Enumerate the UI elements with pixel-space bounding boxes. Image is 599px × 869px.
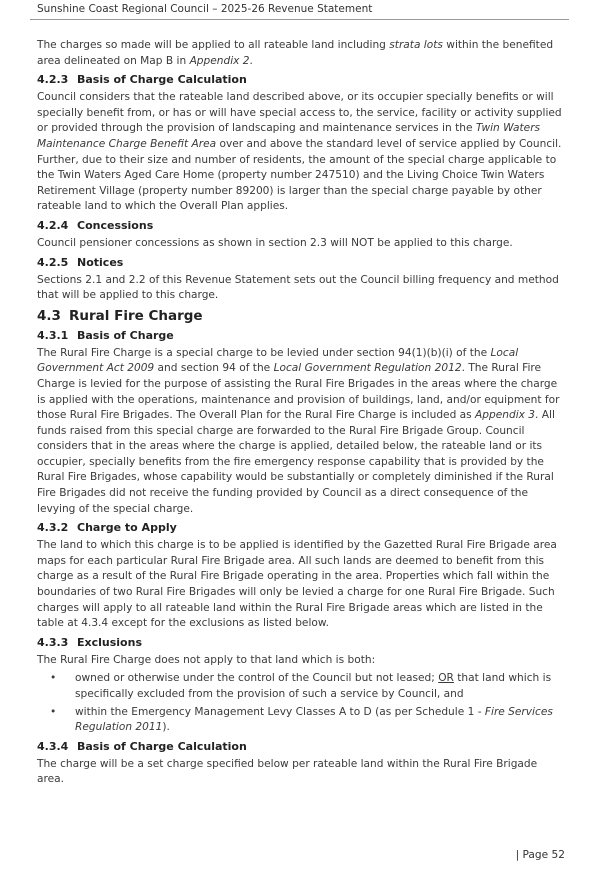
heading-4-2-3: 4.2.3 Basis of Charge Calculation — [37, 73, 247, 87]
heading-4-2-4: 4.2.4 Concessions — [37, 218, 154, 232]
page-content — [37, 38, 564, 791]
paragraph-4-3-4: The charge will be a set charge specified below per rateable land within the Rural Fire Brigade area. — [37, 757, 538, 786]
running-header: Sunshine Coast Regional Council – 2025-26 Revenue Statement — [37, 3, 373, 15]
heading-4-3-3: 4.3.3 Exclusions — [37, 635, 142, 649]
exclusions-list — [37, 671, 564, 735]
list-item: • owned or otherwise under the control of the Council but not leased; OR that land which is specifically excluded from the provision of such a service by Council, and — [50, 672, 552, 700]
paragraph-4-3-1: The Rural Fire Charge is a special charge to be levied under section 94(1)(b)(i) of the Local Government Act 2009 and section 94 of the Local Government Regulation 2012. The Rural Fire Charge is levied for the purpose of assisting the Rural Fire Brigades in the areas where the charge is applied with the operations, maintenance and provision of buildings, land, and/or equipment for those Rural Fire Brigades. The Overall Plan for the Rural Fire Charge is included as Appendix 3. All funds raised from this special charge are forwarded to the Rural Fire Brigade Group. Council considers that in the areas where the charge is applied, detailed below, the rateable land or its occupier, specially benefits from the fire emergency response capability that is provided by the Rural Fire Brigades, whose capability would be substantially or completely diminished if the Rural Fire Brigades did not receive the funding provided by Council as a direct consequence of the levying of the special charge. — [37, 346, 560, 515]
heading-4-2-5: 4.2.5 Notices — [37, 255, 124, 269]
heading-4-3-2: 4.3.2 Charge to Apply — [37, 521, 177, 535]
heading-4-3-1: 4.3.1 Basis of Charge — [37, 328, 174, 342]
heading-4-3: 4.3 Rural Fire Charge — [37, 307, 203, 324]
bullet-icon: • — [50, 705, 57, 718]
paragraph-422-tail: The charges so made will be applied to all rateable land including strata lots within the benefited area delineated on Map B in Appendix 2. — [37, 39, 554, 67]
list-item: • within the Emergency Management Levy Classes A to D (as per Schedule 1 - Fire Services Regulation 2011). — [50, 705, 553, 734]
paragraph-4-2-4: Council pensioner concessions as shown in section 2.3 will NOT be applied to this charge. — [37, 236, 513, 249]
paragraph-4-2-5: Sections 2.1 and 2.2 of this Revenue Statement sets out the Council billing frequency and method that will be applied to this charge. — [37, 273, 559, 302]
bullet-icon: • — [50, 672, 57, 685]
header-divider — [30, 19, 569, 20]
paragraph-4-2-3: Council considers that the rateable land described above, or its occupier specially benefits or will specially benefit from, or has or will have special access to, the service, facility or activity supplied or provided through the provision of landscaping and maintenance services in the Twin Waters Maintenance Charge Benefit Area over and above the standard level of service applied by Council. Further, due to their size and number of residents, the amount of the special charge applicable to the Twin Waters Aged Care Home (property number 247510) and the Living Choice Twin Waters Retirement Village (property number 89200) is larger than the special charge payable by other rateable land to which the Overall Plan applies. — [37, 91, 562, 213]
page-number: | Page 52 — [515, 849, 565, 861]
paragraph-4-3-3-intro: The Rural Fire Charge does not apply to that land which is both: — [37, 653, 376, 666]
paragraph-4-3-2: The land to which this charge is to be applied is identified by the Gazetted Rural Fire Brigade area maps for each particular Rural Fire Brigade area. All such lands are deemed to benefit from this charge as a result of the Rural Fire Brigade operating in the area. Properties which fall within the boundaries of two Rural Fire Brigades will only be levied a charge for one Rural Fire Brigade. Such charges will apply to all rateable land within the Rural Fire Brigade areas which are listed in the table at 4.3.4 except for the exclusions as listed below. — [37, 539, 557, 630]
heading-4-3-4: 4.3.4 Basis of Charge Calculation — [37, 739, 247, 753]
